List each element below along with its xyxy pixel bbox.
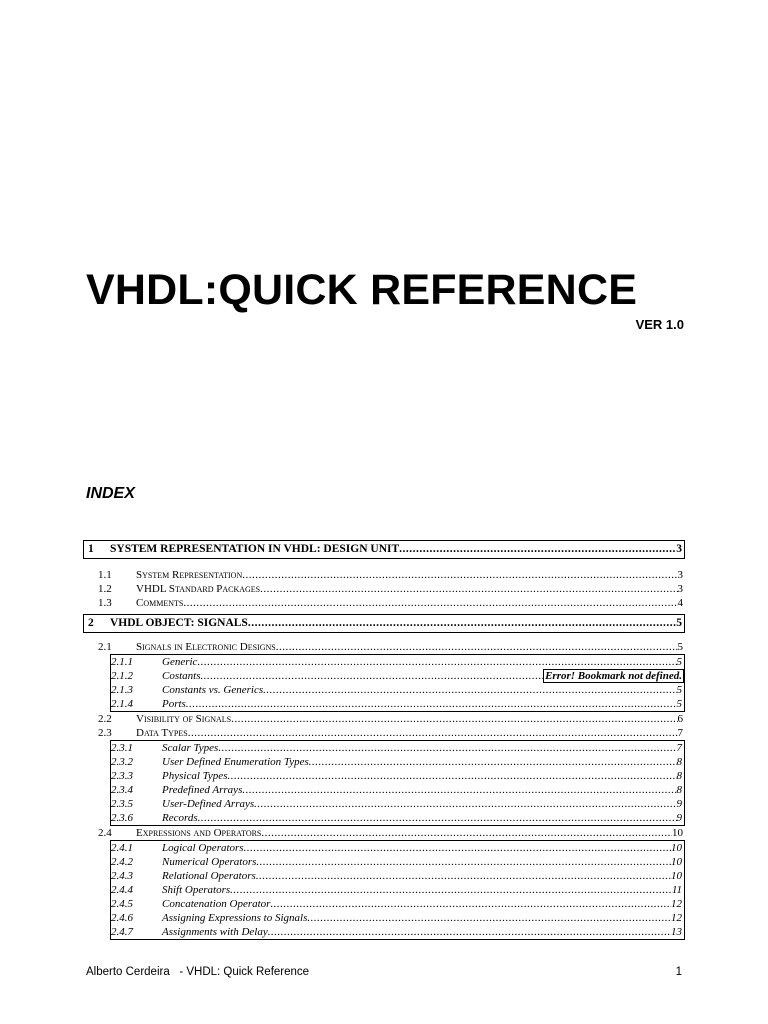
toc-page: 10 (671, 870, 682, 882)
leader-dots (230, 883, 672, 897)
toc-page: 13 (671, 926, 682, 938)
leader-dots (309, 755, 677, 769)
document-title: VHDL:QUICK REFERENCE (86, 266, 638, 314)
toc-number: 2 (88, 617, 94, 629)
toc-number: 2.3.1 (111, 742, 133, 754)
footer-author: Alberto Cerdeira - VHDL: Quick Reference (86, 966, 310, 978)
toc-title: Concatenation Operator (162, 898, 271, 910)
toc-page: 12 (671, 912, 682, 924)
leader-dots (242, 568, 677, 582)
toc-entry[interactable] (111, 841, 684, 855)
toc-number: 1.1 (98, 569, 112, 581)
toc-number: 2.1 (98, 641, 112, 653)
toc-subsection-group (110, 654, 685, 712)
leader-dots (244, 841, 671, 855)
toc-page: 5 (676, 617, 682, 629)
toc-page: 4 (677, 597, 683, 609)
toc-number: 2.4.3 (111, 870, 133, 882)
toc-page: 7 (676, 742, 682, 754)
toc-number: 2.3.4 (111, 784, 133, 796)
leader-dots (268, 925, 671, 939)
toc-title: VHDL OBJECT: SIGNALS (110, 617, 248, 629)
toc-number: 2.3.6 (111, 812, 133, 824)
toc-page: 8 (676, 784, 682, 796)
leader-dots (183, 596, 677, 610)
toc-title: User-Defined Arrays (162, 798, 255, 810)
toc-entry[interactable] (111, 855, 684, 869)
toc-page: 3 (677, 583, 683, 595)
toc-entry[interactable] (111, 911, 684, 925)
toc-chapter-2 (83, 614, 685, 633)
toc-title: Comments (136, 597, 184, 609)
leader-dots (218, 741, 676, 755)
toc-page: 9 (676, 812, 682, 824)
toc-title: Costants (162, 670, 201, 682)
toc-title: Scalar Types (162, 742, 219, 754)
toc-entry[interactable] (83, 596, 685, 610)
toc-title: Records (162, 812, 198, 824)
toc-title: Data Types (136, 727, 188, 739)
toc-page: 5 (676, 684, 682, 696)
leader-dots (276, 640, 678, 654)
leader-dots (201, 669, 544, 683)
toc-title: Predefined Arrays (162, 784, 243, 796)
leader-dots (188, 726, 678, 740)
toc-entry[interactable] (111, 669, 684, 683)
toc-number: 2.1.1 (111, 656, 133, 668)
leader-dots (399, 541, 676, 558)
leader-dots (263, 683, 676, 697)
toc-entry[interactable] (111, 697, 684, 711)
toc-entry[interactable] (111, 783, 684, 797)
leader-dots (256, 869, 671, 883)
toc-title: Relational Operators (162, 870, 256, 882)
toc-page: 10 (672, 827, 683, 839)
toc-title: SYSTEM REPRESENTATION IN VHDL: DESIGN UNIT (110, 543, 400, 555)
leader-dots (227, 769, 676, 783)
toc-entry[interactable] (84, 541, 684, 558)
leader-dots (231, 712, 677, 726)
toc-title: Signals in Electronic Designs (136, 641, 276, 653)
toc-entry[interactable] (83, 826, 685, 840)
leader-dots (186, 697, 677, 711)
toc-page: 8 (676, 756, 682, 768)
leader-dots (248, 615, 676, 632)
toc-entry[interactable] (111, 755, 684, 769)
toc-subsection-group (110, 840, 685, 940)
toc-entry[interactable] (111, 769, 684, 783)
toc-number: 2.4.7 (111, 926, 133, 938)
toc-number: 2.1.3 (111, 684, 133, 696)
toc-page: 7 (677, 727, 683, 739)
toc-page: 6 (677, 713, 683, 725)
toc-entry[interactable] (111, 683, 684, 697)
toc-entry[interactable] (111, 925, 684, 939)
toc-entry[interactable] (83, 640, 685, 654)
toc-number: 2.4.5 (111, 898, 133, 910)
leader-dots (307, 911, 671, 925)
toc-page: 8 (676, 770, 682, 782)
toc-number: 2.4.1 (111, 842, 133, 854)
toc-title: Assigning Expressions to Signals (162, 912, 308, 924)
toc-number: 2.3.3 (111, 770, 133, 782)
toc-number: 2.4.6 (111, 912, 133, 924)
index-heading: INDEX (86, 485, 135, 502)
toc-number: 1.3 (98, 597, 112, 609)
toc-entry[interactable] (111, 883, 684, 897)
toc-number: 1 (88, 543, 94, 555)
toc-title: Visibility of Signals (136, 713, 232, 725)
error-bookmark-notice: Error! Bookmark not defined. (545, 670, 682, 682)
toc-chapter-1 (83, 540, 685, 559)
toc-page: 5 (677, 641, 683, 653)
version-label: VER 1.0 (635, 317, 684, 332)
toc-page: 5 (676, 656, 682, 668)
toc-entry[interactable] (83, 582, 685, 596)
toc-number: 2.1.4 (111, 698, 133, 710)
toc-number: 2.3.2 (111, 756, 133, 768)
toc-page: 10 (671, 856, 682, 868)
toc-entry[interactable] (111, 869, 684, 883)
toc-title: Physical Types (162, 770, 228, 782)
toc-page: 12 (671, 898, 682, 910)
toc-page: 9 (676, 798, 682, 810)
table-of-contents (83, 540, 685, 940)
toc-entry[interactable] (111, 811, 684, 825)
toc-title: VHDL Standard Packages (136, 583, 261, 595)
toc-title: Logical Operators (162, 842, 244, 854)
toc-page: 10 (671, 842, 682, 854)
toc-number: 2.2 (98, 713, 112, 725)
leader-dots (254, 797, 676, 811)
toc-title: Assignments with Delay (162, 926, 268, 938)
leader-dots (242, 783, 676, 797)
toc-number: 1.2 (98, 583, 112, 595)
toc-entry[interactable] (84, 615, 684, 632)
toc-title: Expressions and Operators (136, 827, 262, 839)
toc-number: 2.3.5 (111, 798, 133, 810)
toc-entry[interactable] (83, 712, 685, 726)
toc-entry[interactable] (83, 568, 685, 582)
toc-number: 2.1.2 (111, 670, 133, 682)
toc-entry[interactable] (111, 741, 684, 755)
toc-title: User Defined Enumeration Types (162, 756, 309, 768)
leader-dots (270, 897, 671, 911)
toc-title: System Representation (136, 569, 243, 581)
leader-dots (198, 811, 677, 825)
toc-number: 2.4 (98, 827, 112, 839)
footer-page-number: 1 (675, 966, 682, 978)
toc-number: 2.4.4 (111, 884, 133, 896)
toc-title: Numerical Operators (162, 856, 257, 868)
leader-dots (260, 582, 677, 596)
toc-number: 2.4.2 (111, 856, 133, 868)
toc-entry[interactable] (111, 897, 684, 911)
toc-title: Shift Operators (162, 884, 231, 896)
toc-title: Constants vs. Generics (162, 684, 264, 696)
toc-entry[interactable] (83, 726, 685, 740)
leader-dots (256, 855, 671, 869)
toc-subsection-group (110, 740, 685, 826)
leader-dots (197, 655, 676, 669)
toc-entry[interactable] (111, 655, 684, 669)
toc-entry[interactable] (111, 797, 684, 811)
toc-title: Generic (162, 656, 198, 668)
toc-title: Ports (162, 698, 186, 710)
toc-page: 11 (671, 884, 682, 896)
toc-page: 3 (676, 543, 682, 555)
leader-dots (261, 826, 672, 840)
toc-number: 2.3 (98, 727, 112, 739)
toc-page: 5 (676, 698, 682, 710)
toc-page: 3 (677, 569, 683, 581)
